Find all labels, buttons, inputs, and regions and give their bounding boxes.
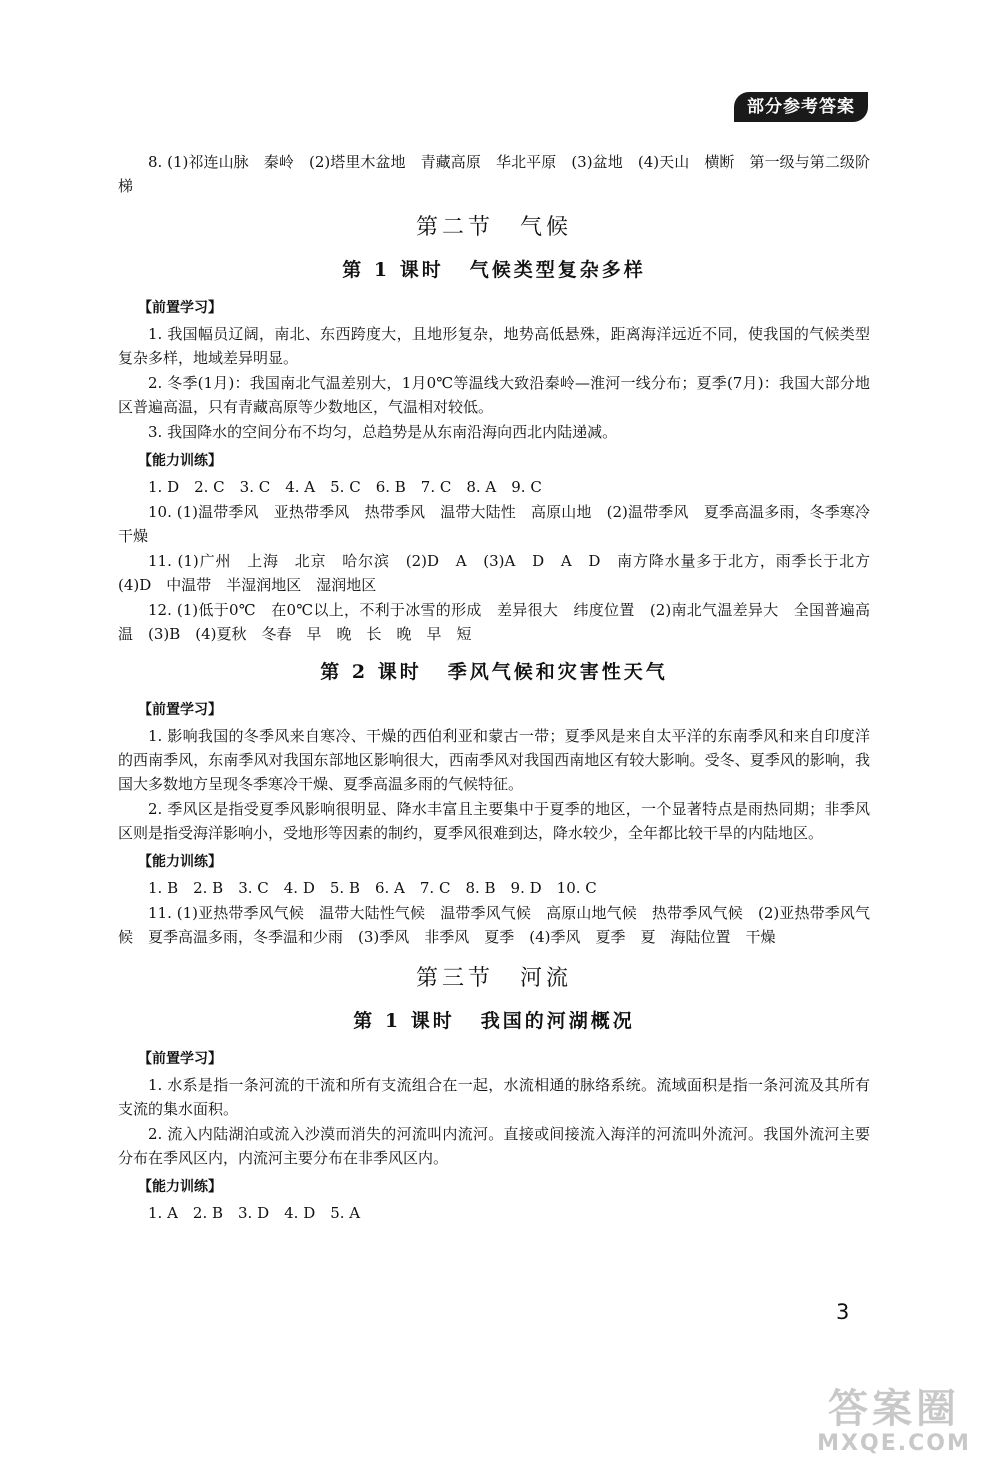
pre-study-label: 【前置学习】: [138, 300, 222, 316]
answer-paragraph: 3. 我国降水的空间分布不均匀，总趋势是从东南沿海向西北内陆递减。: [148, 423, 618, 441]
answer-paragraph: 1. 影响我国的冬季风来自寒冷、干燥的西伯利亚和蒙古一带；夏季风是来自太平洋的东南季风和来自印度洋的西南季风，东南季风对我国东部地区影响很大，西南季风对我国西南地区有较大影响。受冬、夏季风的影响，我国大多数地方呈现冬季寒冷干燥、夏季高温多雨的气候特征。: [118, 727, 870, 793]
ability-training-label: 【能力训练】: [138, 854, 222, 870]
answer-paragraph: 1. 水系是指一条河流的干流和所有支流组合在一起，水流相通的脉络系统。流域面积是指一条河流及其所有支流的集水面积。: [118, 1076, 870, 1118]
answer-q8: 8. (1)祁连山脉 秦岭 (2)塔里木盆地 青藏高原 华北平原 (3)盆地 (4)天山 横断 第一级与第二级阶梯: [118, 153, 870, 195]
answer-paragraph: 2. 季风区是指受夏季风影响很明显、降水丰富且主要集中于夏季的地区，一个显著特点是雨热同期；非季风区则是指受海洋影响小，受地形等因素的制约，夏季风很难到达，降水较少，全年都比较干旱的内陆地区。: [118, 800, 870, 842]
answer-line: 11. (1)亚热带季风气候 温带大陆性气候 温带季风气候 高原山地气候 热带季风气候 (2)亚热带季风气候 夏季高温多雨，冬季温和少雨 (3)季风 非季风 夏季 (4)季风 夏季 夏 海陆位置 干燥: [118, 904, 870, 946]
lesson-title-rivers-1: 第 1 课时 我国的河湖概况: [353, 1010, 635, 1032]
answer-key-badge: 部分参考答案: [734, 92, 868, 122]
answer-line: 11. (1)广州 上海 北京 哈尔滨 (2)D A (3)A D A D 南方降水量多于北方，雨季长于北方 (4)D 中温带 半湿润地区 湿润地区: [118, 552, 886, 594]
section-title-climate: 第二节 气候: [415, 215, 573, 240]
answer-paragraph: 1. 我国幅员辽阔，南北、东西跨度大，且地形复杂，地势高低悬殊，距离海洋远近不同，使我国的气候类型复杂多样，地域差异明显。: [118, 325, 870, 367]
lesson-title-climate-1: 第 1 课时 气候类型复杂多样: [342, 259, 646, 281]
section-title-rivers: 第三节 河流: [415, 966, 573, 991]
answer-line: 10. (1)温带季风 亚热带季风 热带季风 温带大陆性 高原山地 (2)温带季风 夏季高温多雨，冬季寒冷干燥: [118, 503, 870, 545]
answer-line: 12. (1)低于0℃ 在0℃以上，不利于冰雪的形成 差异很大 纬度位置 (2)南北气温差异大 全国普遍高温 (3)B (4)夏秋 冬春 早 晚 长 晚 早 短: [118, 601, 870, 643]
answer-paragraph: 2. 流入内陆湖泊或流入沙漠而消失的河流叫内流河。直接或间接流入海洋的河流叫外流河。我国外流河主要分布在季风区内，内流河主要分布在非季风区内。: [118, 1125, 870, 1167]
lesson-title-climate-2: 第 2 课时 季风气候和灾害性天气: [320, 661, 668, 683]
answer-line: 1. B 2. B 3. C 4. D 5. B 6. A 7. C 8. B 9. D 10. C: [148, 879, 597, 897]
answer-line: 1. A 2. B 3. D 4. D 5. A: [148, 1204, 361, 1222]
answer-line: 1. D 2. C 3. C 4. A 5. C 6. B 7. C 8. A 9. C: [148, 478, 542, 496]
pre-study-label: 【前置学习】: [138, 1051, 222, 1067]
page-number: 3: [836, 1300, 850, 1324]
pre-study-label: 【前置学习】: [138, 702, 222, 718]
ability-training-label: 【能力训练】: [138, 1179, 222, 1195]
ability-training-label: 【能力训练】: [138, 453, 222, 469]
answer-paragraph: 2. 冬季(1月)：我国南北气温差别大，1月0℃等温线大致沿秦岭—淮河一线分布；夏季(7月)：我国大部分地区普遍高温，只有青藏高原等少数地区，气温相对较低。: [118, 374, 870, 416]
watermark-logo: 答案圈 MXQE.COM: [817, 1386, 971, 1456]
page-content: [118, 150, 886, 1226]
